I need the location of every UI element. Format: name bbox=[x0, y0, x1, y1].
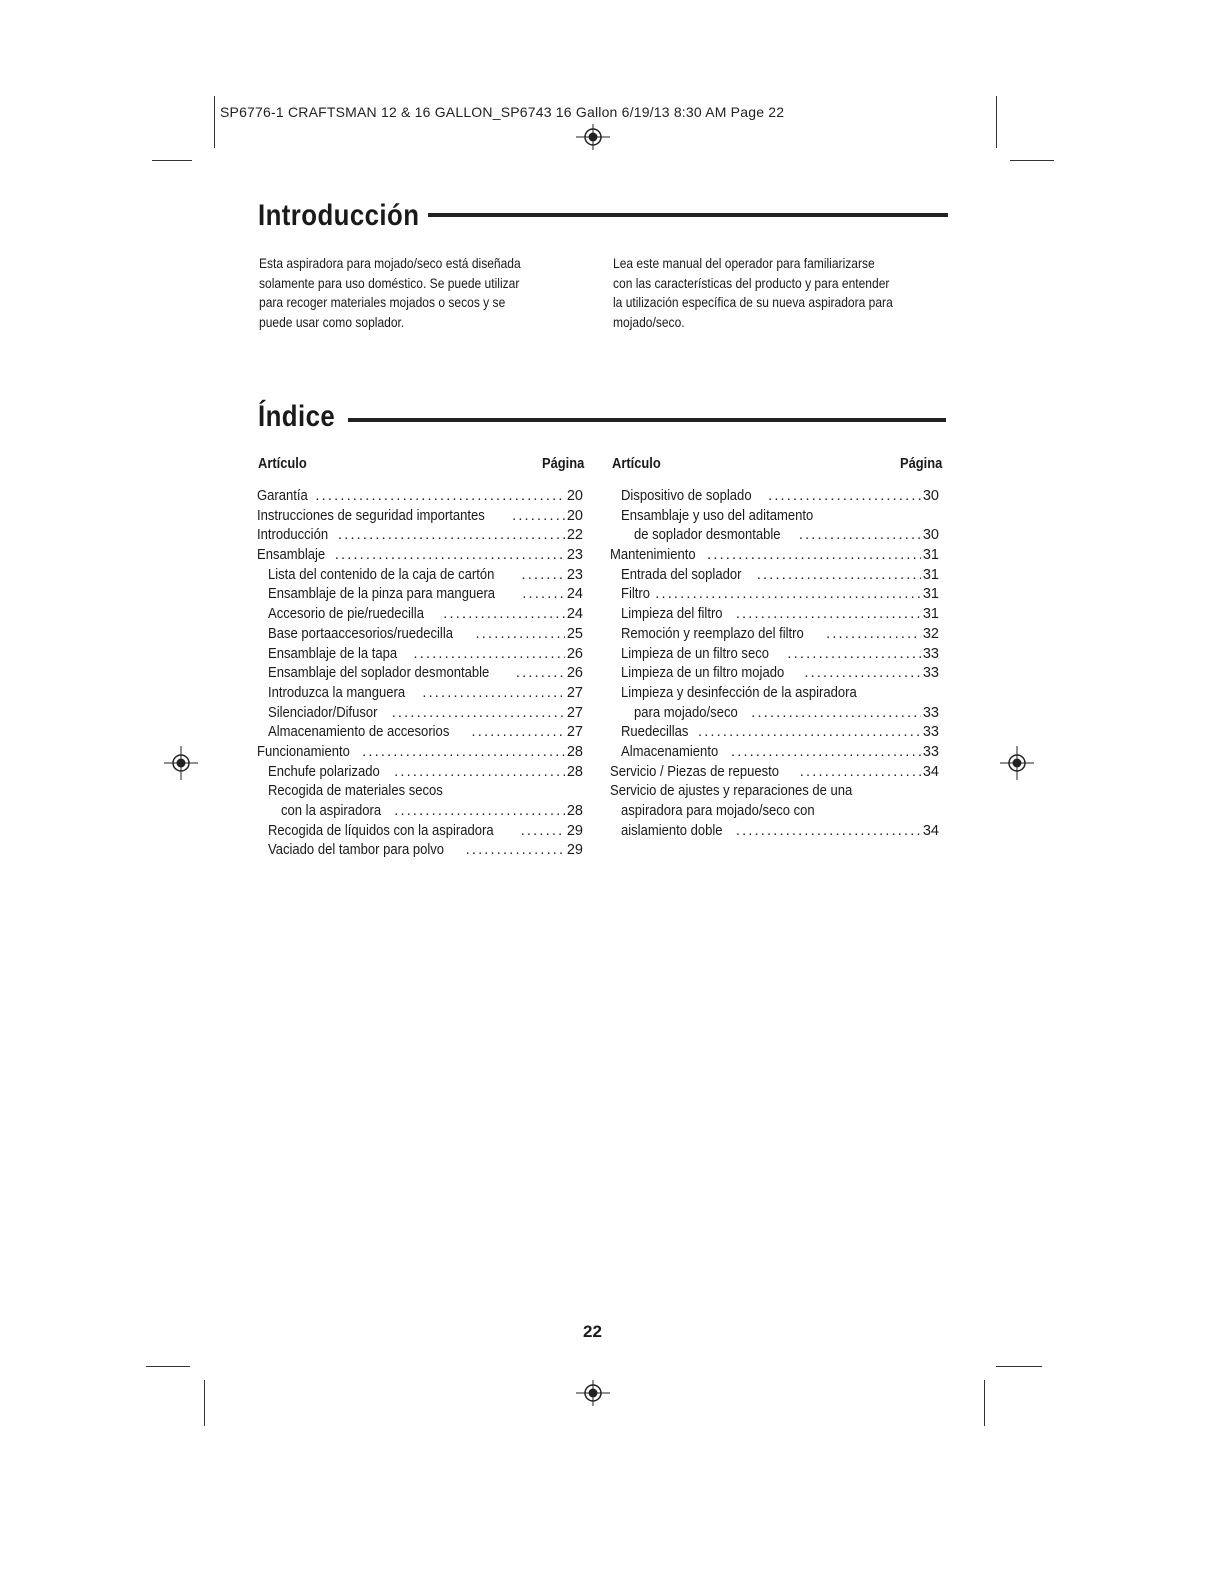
toc-entry bbox=[257, 625, 583, 645]
toc-entry bbox=[610, 802, 939, 822]
toc-entry bbox=[257, 723, 583, 743]
toc-entry bbox=[257, 507, 583, 527]
toc-entry-page: 31 bbox=[922, 586, 939, 603]
toc-entry-title: de soplador desmontable bbox=[634, 527, 781, 544]
toc-leader-dots bbox=[472, 723, 565, 743]
toc-entry-page: 31 bbox=[922, 606, 939, 623]
toc-leader-dots bbox=[394, 802, 565, 822]
toc-leader-dots bbox=[335, 546, 565, 566]
toc-entry-page: 27 bbox=[566, 704, 583, 721]
toc-entry bbox=[610, 782, 939, 802]
toc-leader-dots bbox=[362, 743, 565, 763]
index-left-page-header: Página bbox=[542, 455, 585, 472]
toc-entry-title: Almacenamiento bbox=[621, 743, 719, 760]
toc-entry bbox=[610, 546, 939, 566]
intro-title: Introducción bbox=[258, 199, 420, 232]
toc-entry bbox=[257, 605, 583, 625]
toc-entry bbox=[257, 546, 583, 566]
toc-entry-title: Ensamblaje y uso del aditamento bbox=[621, 507, 814, 524]
printer-slug: SP6776-1 CRAFTSMAN 12 & 16 GALLON_SP6743 16 Gallon 6/19/13 8:30 AM Page 22 bbox=[220, 104, 785, 120]
index-right-page-header: Página bbox=[900, 455, 943, 472]
crop-mark-top-right-horizontal bbox=[1010, 160, 1054, 161]
toc-entry-page: 30 bbox=[922, 527, 939, 544]
toc-entry-page: 30 bbox=[922, 488, 939, 504]
index-title-rule bbox=[348, 418, 946, 422]
intro-right-line: con las características del producto y para entender bbox=[613, 274, 890, 291]
toc-entry-title: Vaciado del tambor para polvo bbox=[268, 842, 445, 859]
toc-entry-page: 31 bbox=[922, 547, 939, 564]
toc-entry-title: con la aspiradora bbox=[281, 803, 382, 819]
crop-mark-top-left-horizontal bbox=[152, 160, 192, 161]
registration-mark-icon bbox=[576, 1376, 610, 1410]
toc-leader-dots bbox=[800, 763, 921, 783]
toc-entry-title: aspiradora para mojado/seco con bbox=[621, 803, 815, 819]
toc-leader-dots bbox=[787, 645, 920, 665]
toc-entry-page: 27 bbox=[566, 724, 583, 741]
toc-entry-title: Ensamblaje de la tapa bbox=[268, 645, 398, 662]
toc-leader-dots bbox=[757, 566, 921, 586]
toc-entry-title: Servicio / Piezas de repuesto bbox=[610, 763, 780, 780]
toc-leader-dots bbox=[476, 625, 565, 645]
toc-leader-dots bbox=[751, 704, 921, 724]
crop-mark-top-left-vertical bbox=[214, 96, 215, 148]
toc-entry bbox=[610, 763, 939, 783]
toc-entry-page: 26 bbox=[566, 645, 583, 662]
toc-entry-page: 23 bbox=[566, 566, 583, 583]
toc-entry-page: 26 bbox=[566, 665, 583, 682]
toc-leader-dots bbox=[731, 743, 921, 763]
toc-entry-title: Limpieza de un filtro seco bbox=[621, 645, 769, 662]
toc-entry-page: 33 bbox=[922, 704, 939, 721]
toc-entry-title: Garantía bbox=[257, 488, 308, 504]
toc-leader-dots bbox=[443, 605, 565, 625]
toc-leader-dots bbox=[655, 585, 921, 605]
toc-entry-title: Filtro bbox=[621, 586, 651, 603]
toc-entry-page: 34 bbox=[922, 822, 939, 839]
toc-entry bbox=[257, 802, 583, 822]
toc-entry-page: 28 bbox=[566, 803, 583, 819]
toc-entry-title: Ensamblaje de la pinza para manguera bbox=[268, 586, 496, 603]
intro-title-rule bbox=[428, 213, 948, 217]
toc-entry bbox=[257, 743, 583, 763]
toc-entry-page: 20 bbox=[566, 507, 583, 524]
toc-leader-dots bbox=[707, 546, 921, 566]
toc-entry bbox=[257, 684, 583, 704]
toc-leader-dots bbox=[522, 585, 565, 605]
intro-left-line: para recoger materiales mojados o secos y se bbox=[259, 294, 506, 310]
toc-entry-page: 33 bbox=[922, 665, 939, 682]
toc-entry bbox=[610, 507, 939, 527]
index-list-left bbox=[257, 487, 583, 861]
crop-mark-bottom-right-vertical bbox=[984, 1380, 985, 1426]
toc-leader-dots bbox=[422, 684, 565, 704]
toc-entry-page: 28 bbox=[566, 763, 583, 780]
toc-leader-dots bbox=[698, 723, 921, 743]
toc-entry-title: aislamiento doble bbox=[621, 822, 723, 839]
toc-entry bbox=[257, 566, 583, 586]
toc-leader-dots bbox=[516, 664, 565, 684]
toc-leader-dots bbox=[315, 487, 564, 507]
toc-entry bbox=[257, 645, 583, 665]
registration-mark-icon bbox=[576, 120, 610, 154]
index-list-right bbox=[610, 487, 939, 841]
toc-entry bbox=[610, 585, 939, 605]
toc-entry bbox=[610, 605, 939, 625]
toc-leader-dots bbox=[512, 507, 565, 527]
toc-entry-title: Limpieza del filtro bbox=[621, 606, 723, 623]
intro-left-line: puede usar como soplador. bbox=[259, 313, 405, 330]
toc-entry-title: Ensamblaje del soplador desmontable bbox=[268, 665, 490, 682]
toc-leader-dots bbox=[736, 605, 921, 625]
toc-entry-page: 25 bbox=[566, 625, 583, 642]
toc-entry bbox=[610, 664, 939, 684]
toc-entry bbox=[257, 664, 583, 684]
toc-leader-dots bbox=[804, 664, 921, 684]
page-number: 22 bbox=[583, 1322, 602, 1341]
toc-entry-page: 33 bbox=[922, 743, 939, 760]
toc-entry bbox=[257, 763, 583, 783]
toc-entry-title: Entrada del soplador bbox=[621, 566, 742, 583]
toc-entry-page: 23 bbox=[566, 547, 583, 564]
toc-entry bbox=[257, 526, 583, 546]
toc-entry-page: 22 bbox=[566, 527, 583, 544]
toc-entry-title: Funcionamiento bbox=[257, 743, 350, 760]
toc-entry-title: Introduzca la manguera bbox=[268, 684, 406, 701]
toc-leader-dots bbox=[736, 822, 921, 842]
toc-entry-title: Base portaaccesorios/ruedecilla bbox=[268, 625, 453, 642]
toc-entry-page: 29 bbox=[566, 842, 583, 859]
toc-entry-page: 20 bbox=[566, 488, 583, 504]
toc-entry-page: 32 bbox=[922, 625, 939, 642]
toc-entry bbox=[257, 782, 583, 802]
toc-leader-dots bbox=[522, 566, 565, 586]
intro-right-line: mojado/seco. bbox=[613, 313, 685, 330]
toc-entry-title: Accesorio de pie/ruedecilla bbox=[268, 606, 424, 623]
toc-entry bbox=[610, 684, 939, 704]
toc-leader-dots bbox=[392, 704, 565, 724]
toc-entry-title: Remoción y reemplazo del filtro bbox=[621, 625, 804, 642]
toc-entry-title: Introducción bbox=[257, 527, 329, 544]
toc-entry bbox=[257, 841, 583, 861]
crop-mark-bottom-left-vertical bbox=[204, 1380, 205, 1426]
toc-entry bbox=[610, 743, 939, 763]
toc-entry-page: 33 bbox=[922, 724, 939, 741]
registration-mark-icon bbox=[164, 746, 198, 780]
toc-entry-title: Almacenamiento de accesorios bbox=[268, 724, 450, 741]
index-title: Índice bbox=[258, 400, 336, 433]
toc-entry bbox=[610, 723, 939, 743]
toc-entry-title: Ensamblaje bbox=[257, 547, 326, 564]
toc-entry bbox=[610, 526, 939, 546]
toc-leader-dots bbox=[414, 645, 565, 665]
toc-entry-title: Recogida de materiales secos bbox=[268, 783, 443, 800]
registration-mark-icon bbox=[1000, 746, 1034, 780]
toc-entry bbox=[610, 645, 939, 665]
intro-right-line: la utilización específica de su nueva aspiradora para bbox=[613, 294, 893, 310]
toc-entry bbox=[257, 585, 583, 605]
toc-leader-dots bbox=[466, 841, 565, 861]
intro-left-line: Esta aspiradora para mojado/seco está diseñada bbox=[259, 255, 521, 271]
toc-entry-page: 28 bbox=[566, 743, 583, 760]
toc-leader-dots bbox=[394, 763, 565, 783]
toc-entry-title: Limpieza de un filtro mojado bbox=[621, 665, 785, 682]
toc-entry-page: 27 bbox=[566, 684, 583, 701]
crop-mark-bottom-right-horizontal bbox=[996, 1366, 1042, 1367]
toc-entry bbox=[610, 625, 939, 645]
toc-entry-page: 34 bbox=[922, 763, 939, 780]
toc-leader-dots bbox=[768, 487, 921, 507]
toc-entry-page: 24 bbox=[566, 586, 583, 603]
toc-entry-page: 29 bbox=[566, 822, 583, 839]
intro-paragraph-right bbox=[613, 254, 923, 332]
toc-entry-page: 31 bbox=[922, 566, 939, 583]
toc-entry-title: Servicio de ajustes y reparaciones de una bbox=[610, 783, 853, 800]
toc-entry-title: Limpieza y desinfección de la aspiradora bbox=[621, 684, 857, 701]
toc-entry bbox=[257, 487, 583, 507]
toc-entry-title: Instrucciones de seguridad importantes bbox=[257, 507, 485, 524]
toc-entry-title: para mojado/seco bbox=[634, 704, 738, 721]
index-right-article-header: Artículo bbox=[612, 455, 661, 472]
crop-mark-bottom-left-horizontal bbox=[146, 1366, 190, 1367]
intro-paragraph-left bbox=[259, 254, 569, 332]
toc-leader-dots bbox=[826, 625, 921, 645]
index-left-article-header: Artículo bbox=[258, 455, 307, 472]
toc-leader-dots bbox=[799, 526, 921, 546]
toc-entry-page: 33 bbox=[922, 645, 939, 662]
toc-entry bbox=[257, 704, 583, 724]
toc-entry bbox=[610, 704, 939, 724]
intro-right-line: Lea este manual del operador para familiarizarse bbox=[613, 255, 875, 271]
toc-entry-title: Silenciador/Difusor bbox=[268, 704, 378, 721]
toc-entry bbox=[610, 822, 939, 842]
toc-entry bbox=[257, 822, 583, 842]
toc-entry-page: 24 bbox=[566, 606, 583, 623]
toc-entry-title: Mantenimiento bbox=[610, 547, 696, 564]
toc-leader-dots bbox=[521, 822, 565, 842]
toc-entry-title: Ruedecillas bbox=[621, 724, 689, 741]
intro-left-line: solamente para uso doméstico. Se puede utilizar bbox=[259, 274, 520, 291]
toc-entry-title: Dispositivo de soplado bbox=[621, 488, 752, 504]
toc-entry bbox=[610, 487, 939, 507]
toc-entry-title: Enchufe polarizado bbox=[268, 763, 380, 780]
toc-entry-title: Lista del contenido de la caja de cartón bbox=[268, 566, 495, 583]
toc-entry bbox=[610, 566, 939, 586]
toc-entry-title: Recogida de líquidos con la aspiradora bbox=[268, 822, 494, 839]
crop-mark-top-right-vertical bbox=[996, 96, 997, 148]
toc-leader-dots bbox=[338, 526, 565, 546]
